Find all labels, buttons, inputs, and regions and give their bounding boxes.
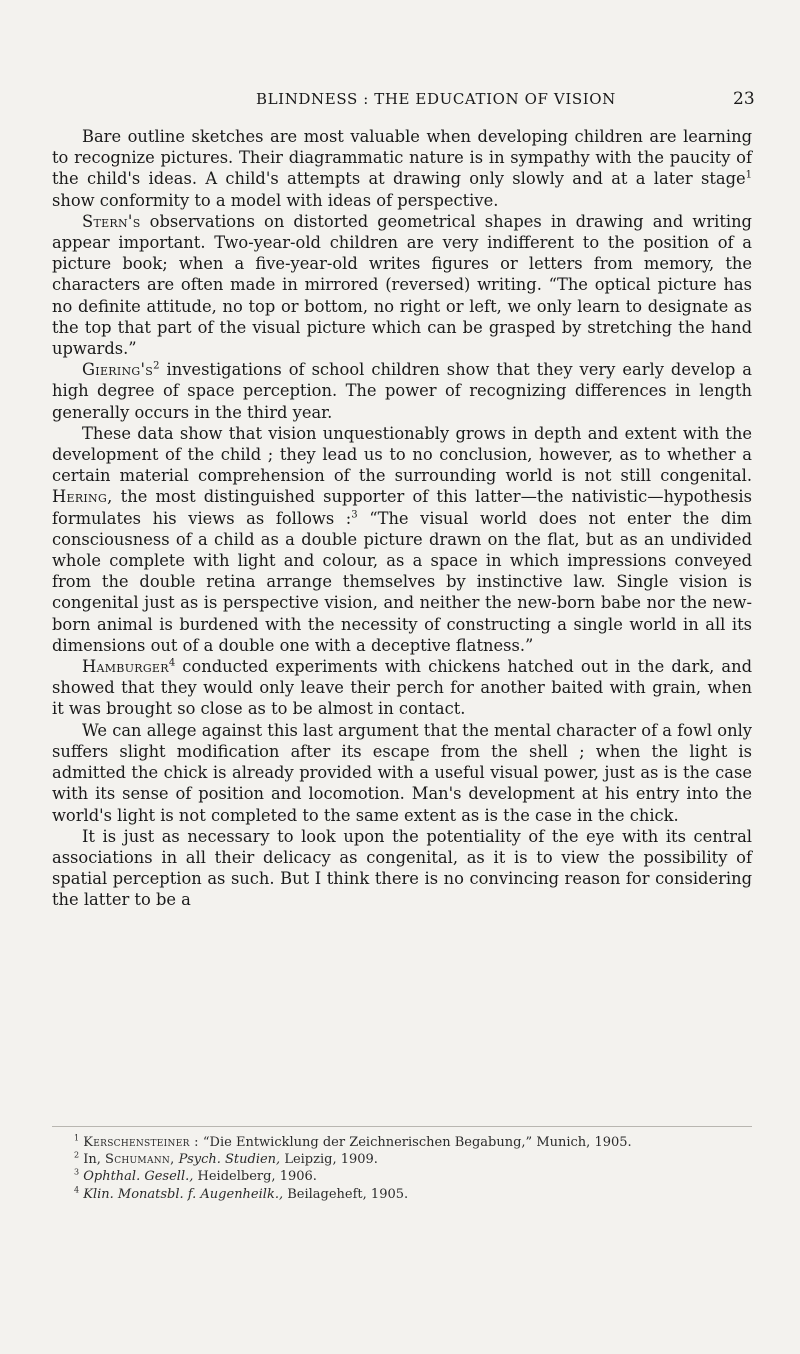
footnote-ref: 3 [351,509,358,521]
author-name: Stern's [82,211,141,231]
paragraph: Bare outline sketches are most valuable when developing children are learning to recognize pictures. Their diagrammatic nature is in sympathy with the paucity of the child's ideas. A child's attempts at drawing only slowly and at a later stage$^1$ show conformity to a model with ideas of perspective. [52,127,752,210]
footnote-ref: 2 [153,360,160,372]
footnote: $^4$ Klin. Monatsbl. f. Augenheilk., Beilageheft, 1905. [74,1185,409,1202]
page-header [0,90,800,114]
footnote-ref: 4 [168,657,176,669]
paragraph: We can allege against this last argument that the mental character of a fowl only suffers slight modification after its escape from the shell ; when the light is admitted the chick is already provided with a useful visual power, just as is the case with its sense of position and locomotion. Man's development at his entry into the world's light is not completed to the same extent as is the case in the chick. [52,720,752,825]
footnote: $^3$ Ophthal. Gesell., Heidelberg, 1906. [74,1168,317,1185]
footnote-divider [52,1126,752,1127]
paragraph: It is just as necessary to look upon the potentiality of the eye with its central associations in all their delicacy as congenital, as it is to view the possibility of spatial perception as such. But I think there is no convincing reason for considering the latter to be a [52,826,752,910]
page-number: 23 [733,89,755,109]
footnote-ref: 1 [745,169,752,181]
footnote: $^2$ In, Schumann, Psych. Studien, Leipzig, 1909. [74,1150,378,1168]
footnote: $^1$ Kerschensteiner : “Die Entwicklung der Zeichnerischen Begabung,” Munich, 1905. [74,1133,632,1150]
paragraph: Hamburger$^4$ conducted experiments with chickens hatched out in the dark, and showed that they would only leave their perch for another baited with grain, when it was brought so close as to be almost in contact. [52,657,752,719]
body-text [52,126,752,911]
paragraph: These data show that vision unquestionably grows in depth and extent with the development of the child ; they lead us to no conclusion, however, as to whether a certain material comprehension of the surrounding world is not still congenital. Hering, the most distinguished supporter of this latter—the nativistic—hypothesis formulates his views as follows :$^3$ “The visual world does not enter the dim consciousness of a child as a double picture drawn on the flat, but as an undivided whole complete with light and colour, as a space in which impressions conveyed from the double retina arrange themselves by instinctive law. Single vision is congenital just as is perspective vision, and neither the new-born babe nor the new-born animal is burdened with the necessity of constructing a single world in all its dimensions out of a double one with a deceptive flatness.” [52,423,752,655]
footnotes [52,1134,752,1203]
running-head: BLINDNESS : THE EDUCATION OF VISION [256,90,616,108]
author-name: Hering, [52,487,113,507]
author-name: Hamburger [82,657,169,677]
paragraph: Stern's observations on distorted geometrical shapes in drawing and writing appear important. Two-year-old children are very indifferent to the position of a picture book; when a five-year-old writes figures or letters from memory, the characters are often made in mirrored (reversed) writing. “The optical picture has no definite attitude, no top or bottom, no right or left, we only learn to designate as the top that part of the visual picture which can be grasped by stretching the hand upwards.” [52,211,752,359]
author-name: Giering's [82,360,154,380]
paragraph: $Giering's^2$ investigations of school children show that they very early develop a high degree of space perception. The power of recognizing differences in length generally occurs in the third year. [52,360,752,422]
